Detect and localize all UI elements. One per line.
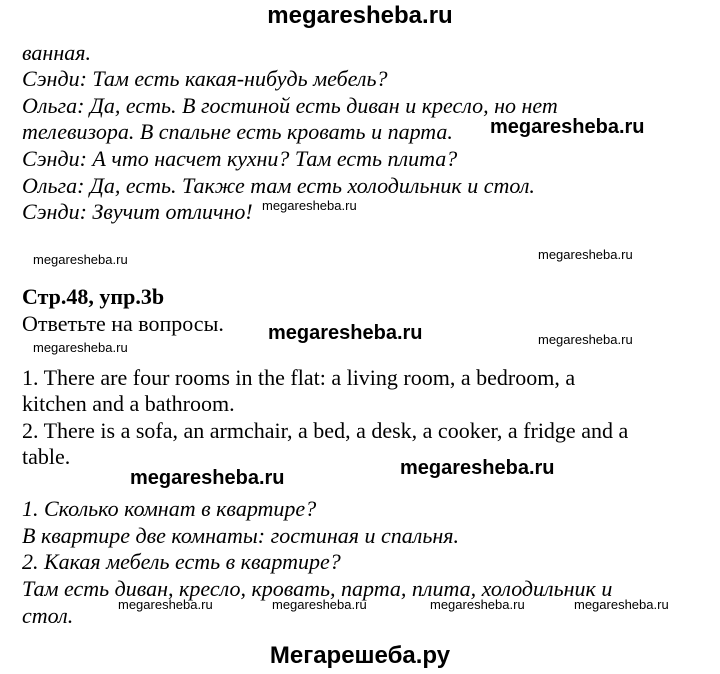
answer-line: 1. There are four rooms in the flat: a living room, a bedroom, a bbox=[22, 365, 576, 390]
watermark: megaresheba.ru bbox=[130, 467, 285, 489]
footer-brand[interactable]: Мегарешеба.ру bbox=[269, 642, 451, 669]
watermark: megaresheba.ru bbox=[400, 457, 555, 479]
section-heading: Стр.48, упр.3b bbox=[22, 284, 165, 309]
watermark: megaresheba.ru bbox=[272, 597, 367, 612]
dialogue-line: Сэнди: Там есть какая-нибудь мебель? bbox=[22, 66, 388, 91]
watermark: megaresheba.ru bbox=[33, 252, 128, 267]
answer-line: kitchen and a bathroom. bbox=[22, 391, 235, 416]
watermark: megaresheba.ru bbox=[262, 198, 357, 213]
answer-line: table. bbox=[22, 444, 71, 469]
dialogue-line: телевизора. В спальне есть кровать и парта. bbox=[22, 119, 453, 144]
translation-line: В квартире две комнаты: гостиная и спальня. bbox=[22, 523, 460, 548]
dialogue-line: Ольга: Да, есть. Также там есть холодильник и стол. bbox=[22, 173, 535, 198]
site-header[interactable]: megaresheba.ru bbox=[267, 2, 453, 29]
watermark: megaresheba.ru bbox=[33, 340, 128, 355]
answer-line: 2. There is a sofa, an armchair, a bed, a desk, a cooker, a fridge and a bbox=[22, 418, 629, 443]
section-instruction: Ответьте на вопросы. bbox=[22, 311, 224, 336]
dialogue-line: ванная. bbox=[22, 40, 91, 65]
translation-line: 1. Сколько комнат в квартире? bbox=[22, 496, 317, 521]
watermark: megaresheba.ru bbox=[430, 597, 525, 612]
dialogue-line: Сэнди: А что насчет кухни? Там есть плита? bbox=[22, 146, 458, 171]
watermark: megaresheba.ru bbox=[538, 332, 633, 347]
watermark: megaresheba.ru bbox=[574, 597, 669, 612]
watermark: megaresheba.ru bbox=[490, 116, 645, 138]
translation-line: Там есть диван, кресло, кровать, парта, плита, холодильник и bbox=[22, 576, 613, 601]
watermark: megaresheba.ru bbox=[538, 247, 633, 262]
translation-line: 2. Какая мебель есть в квартире? bbox=[22, 549, 341, 574]
translation-line: стол. bbox=[22, 603, 74, 628]
dialogue-line: Сэнди: Звучит отлично! bbox=[22, 199, 253, 224]
watermark: megaresheba.ru bbox=[268, 322, 423, 344]
watermark: megaresheba.ru bbox=[118, 597, 213, 612]
dialogue-line: Ольга: Да, есть. В гостиной есть диван и кресло, но нет bbox=[22, 93, 558, 118]
